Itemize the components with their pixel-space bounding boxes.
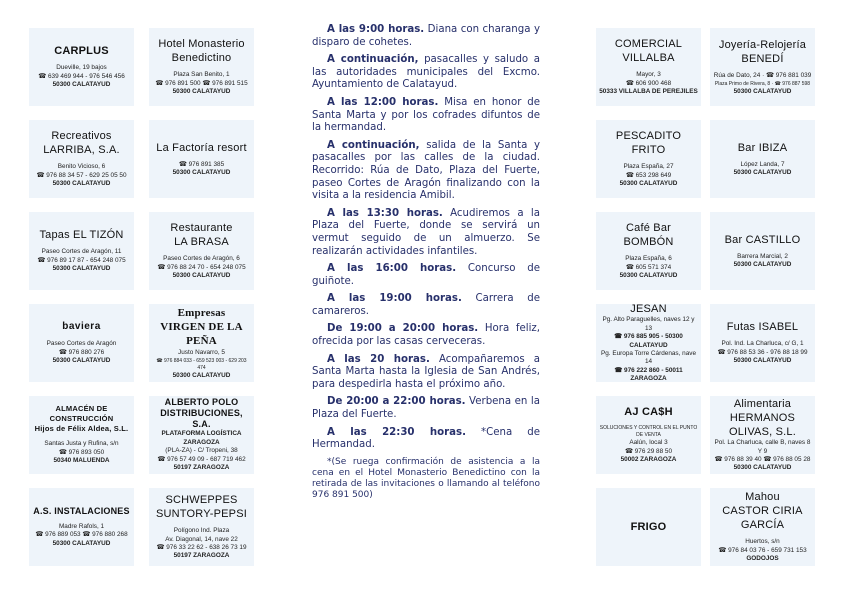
dinner-note: *(Se ruega confirmación de asistencia a la cena en el Hotel Monasterio Benedictino con la retirada de las invitaciones o llamando al teléfono 976 891 500): [312, 456, 540, 500]
sponsor-name: Tapas EL TIZÓN: [39, 229, 124, 242]
sponsor-info-line: 50197 ZARAGOZA: [173, 464, 230, 472]
sponsor-info-line: Santas Justa y Rufina, s/n: [44, 440, 119, 448]
sponsor-card-comercial-villalba: [596, 28, 701, 106]
sponsor-name: LARRIBA, S.A.: [43, 144, 120, 157]
sponsor-info-line: 50300 CALATAYUD: [172, 88, 231, 96]
program-item: [312, 323, 540, 348]
sponsor-info-line: GODOJOS: [746, 555, 779, 563]
sponsor-info-line: ☎ 976 884 033 - 659 523 003 - 629 203 474: [156, 357, 247, 371]
sponsor-info-line: Barrera Marcial, 2: [737, 252, 788, 260]
sponsor-name: Mahou: [745, 491, 780, 504]
sponsor-info-line: ☎ 976 29 88 50: [624, 447, 673, 455]
sponsor-name: Benedictino: [171, 52, 232, 65]
sponsor-info-line: ☎ 976 88 53 36 - 976 88 18 99: [717, 348, 808, 356]
sponsor-card-pescadito-frito: [596, 120, 701, 198]
sponsor-info-line: ☎ 976 33 22 62 - 638 26 73 19: [156, 544, 247, 551]
sponsor-name: BENEDÍ: [741, 53, 784, 66]
sponsor-info-line: Benito Vicioso, 6: [57, 163, 106, 171]
sponsor-info-line: ☎ 976 222 860 - 50011 ZARAGOZA: [614, 366, 683, 382]
sponsor-info-line: ☎ 976 88 34 57 - 629 25 05 50: [36, 171, 127, 179]
sponsor-card-jesan: [596, 304, 701, 382]
program-description: Carrera de camareros.: [312, 293, 540, 317]
sponsor-info-line: ☎ 976 891 500 ☎ 976 891 515: [155, 79, 248, 87]
sponsor-info-line: Polígono Ind. Plaza: [173, 527, 230, 535]
sponsor-info-line: 50300 CALATAYUD: [733, 464, 792, 472]
program-item: [312, 396, 540, 421]
sponsor-info-line: 50002 ZARAGOZA: [620, 456, 677, 464]
sponsor-info-line: 50333 VILLALBA DE PEREJILES: [599, 88, 698, 96]
sponsor-card-hotel-monasterio-benedictino: [149, 28, 254, 106]
sponsor-name: Bar IBIZA: [737, 141, 788, 154]
sponsor-info-line: Pg. Europa Torre Cárdenas, nave 14: [600, 350, 697, 366]
sponsor-info-line: López Landa, 7: [740, 160, 785, 168]
sponsor-name: Café Bar: [625, 222, 671, 235]
sponsor-info-line: ☎ 605 571 374: [625, 263, 672, 271]
sponsor-info-line: Paseo Cortes de Aragón, 6: [163, 255, 240, 263]
sponsor-info-line: ☎ 976 88 39 40 ☎ 976 88 05 28: [714, 456, 811, 463]
sponsor-info-line: 50300 CALATAYUD: [733, 357, 792, 365]
sponsor-info-line: Plaza San Benito, 1: [173, 71, 230, 79]
sponsor-name: Hijos de Félix Aldea, S.L.: [34, 424, 129, 434]
program-time: A las 9:00 horas.: [327, 24, 425, 35]
sponsor-name: A.S. INSTALACIONES: [33, 505, 130, 516]
sponsor-name: COMERCIAL: [614, 38, 683, 51]
program-item: [312, 140, 540, 203]
sponsor-info-line: ☎ 606 900 468: [625, 79, 672, 87]
sponsor-info-line: ☎ 976 89 17 87 - 654 248 075: [37, 256, 126, 264]
program-item: [312, 54, 540, 92]
sponsor-info-line: ☎ 976 57 49 09 - 687 719 462: [157, 455, 246, 463]
sponsor-name: Futas ISABEL: [726, 321, 799, 334]
sponsor-card-mahou-castor-ciria-garcia: [710, 488, 815, 566]
sponsor-card-carplus: [29, 28, 134, 106]
festival-program: [312, 24, 540, 501]
sponsor-name: VILLALBA: [622, 52, 675, 65]
program-description: *Cena de Hermandad.: [312, 426, 540, 451]
sponsor-info-line: 50300 CALATAYUD: [52, 357, 111, 365]
sponsor-name: JESAN: [630, 304, 667, 316]
sponsor-card-baviera: [29, 304, 134, 382]
sponsor-info-line: Aalún, local 3: [629, 439, 668, 447]
sponsor-info-line: ☎ 976 889 053 ☎ 976 880 268: [35, 531, 128, 539]
sponsor-name: Joyería-Relojería: [718, 39, 807, 52]
program-description: Diana con charanga y disparo de cohetes.: [312, 24, 540, 48]
program-time: De 19:00 a 20:00 horas.: [327, 323, 479, 335]
sponsor-info-line: Mayor, 3: [636, 71, 661, 79]
sponsor-card-schweppes-suntory-pepsi: [149, 488, 254, 566]
sponsor-info-line: 50300 CALATAYUD: [619, 272, 678, 280]
sponsor-info-line: 50300 CALATAYUD: [52, 180, 111, 188]
sponsor-info-line: Pol. La Charluca, calle B, naves 8 Y 9: [714, 439, 811, 455]
sponsor-info-line: Pol. Ind. La Charluca, c/ G, 1: [721, 340, 804, 348]
sponsor-info-line: 50300 CALATAYUD: [172, 272, 231, 280]
sponsor-card-recreativos-larriba-s-a: [29, 120, 134, 198]
sponsor-info-line: Huertos, s/n: [745, 538, 780, 546]
sponsor-info-line: Av. Diagonal, 14, nave 22: [165, 535, 238, 543]
program-item: [312, 263, 540, 288]
sponsor-name: SCHWEPPES: [165, 494, 238, 507]
program-item: [312, 427, 540, 452]
sponsor-card-futas-isabel: [710, 304, 815, 382]
sponsor-name: ALBERTO POLO: [164, 397, 239, 408]
sponsor-info-line: ☎ 976 88 24 70 - 654 248 075: [157, 263, 246, 271]
sponsor-card-aj-ca-h: [596, 396, 701, 474]
sponsor-info-line: Plaza España, 6: [625, 255, 672, 263]
sponsor-info-line: (PLA-ZA) - C/ Tropeni, 38: [165, 447, 238, 455]
sponsor-card-alimentaria-hermanos-olivas-s-l: [710, 396, 815, 474]
sponsor-name: FRIGO: [630, 521, 667, 533]
program-description: salida de la Santa y pasacalles por las calles de la ciudad. Recorrido: Rúa de Dato, Plaza del Fuerte, paseo Cortes de Aragón finalizando con la visita a la residencia Amibil.: [312, 139, 540, 202]
program-time: A las 19:00 horas.: [327, 293, 462, 305]
sponsor-card-cafe-bar-bombon: [596, 212, 701, 290]
sponsor-card-restaurante-la-brasa: [149, 212, 254, 290]
sponsor-info-line: 50300 CALATAYUD: [172, 169, 231, 176]
sponsor-card-la-factoria-resort: [149, 120, 254, 198]
program-time: A las 13:30 horas.: [327, 207, 443, 219]
sponsor-info-line: ☎ 976 893 050: [58, 448, 105, 456]
sponsor-info-line: 50300 CALATAYUD: [52, 539, 111, 547]
sponsor-info-line: 50300 CALATAYUD: [619, 180, 678, 188]
sponsor-info-line: Paseo Cortes de Aragón, 11: [41, 248, 122, 256]
program-description: Misa en honor de Santa Marta y por los cofrades difuntos de la hermandad.: [312, 96, 540, 134]
sponsor-info-line: 50300 CALATAYUD: [733, 261, 792, 268]
sponsor-name: CARPLUS: [54, 45, 109, 58]
sponsor-info-line: Justo Navarro, 5: [178, 349, 225, 357]
sponsor-name: BOMBÓN: [623, 236, 674, 249]
sponsor-info-line: ☎ 976 891 385: [178, 160, 225, 168]
sponsor-name: VIRGEN DE LA PEÑA: [160, 321, 243, 347]
sponsor-name: CASTOR CIRIA GARCÍA: [722, 505, 803, 532]
sponsor-card-bar-castillo: [710, 212, 815, 290]
sponsor-card-a-s-instalaciones: [29, 488, 134, 566]
sponsor-info-line: 50300 CALATAYUD: [172, 371, 231, 379]
sponsor-name: FRITO: [631, 144, 666, 157]
sponsor-card-tapas-el-tizon: [29, 212, 134, 290]
sponsor-info-line: Rúa de Dato, 24 · ☎ 976 881 039: [713, 72, 812, 80]
sponsor-info-line: 50300 CALATAYUD: [733, 169, 792, 176]
sponsor-name: DISTRIBUCIONES, S.A.: [160, 408, 243, 430]
sponsor-info-line: 50300 CALATAYUD: [52, 81, 111, 89]
program-time: De 20:00 a 22:00 horas.: [327, 396, 466, 408]
sponsor-name: Alimentaria: [733, 398, 792, 411]
program-description: Hora feliz, ofrecida por las casas cerveceras.: [312, 323, 540, 348]
sponsor-name: LA BRASA: [174, 236, 229, 249]
program-time: A las 20 horas.: [327, 353, 430, 365]
sponsor-name: Empresas: [177, 307, 226, 319]
sponsor-info-line: ☎ 976 84 03 76 - 659 731 153: [718, 546, 807, 554]
sponsor-info-line: 50197 ZARAGOZA: [173, 552, 230, 560]
program-time: A las 22:30 horas.: [327, 426, 466, 438]
program-time: A las 16:00 horas.: [327, 263, 457, 275]
sponsor-info-line: ☎ 639 469 944 - 976 546 456: [38, 72, 125, 80]
program-description: Concurso de guiñote.: [312, 263, 540, 287]
sponsor-name: HERMANOS OLIVAS, S.L.: [728, 412, 796, 439]
program-time: A las 12:00 horas.: [327, 96, 439, 108]
sponsor-info-line: Madre Rafols, 1: [58, 522, 105, 530]
sponsor-name: ALMACÉN DE CONSTRUCCIÓN: [49, 404, 114, 424]
sponsor-name: Restaurante: [170, 222, 233, 235]
program-description: pasacalles y saludo a las autoridades municipales del Excmo. Ayuntamiento de Calatayud.: [312, 54, 540, 91]
sponsor-name: Hotel Monasterio: [158, 38, 245, 51]
sponsor-name: La Factoría resort: [156, 141, 247, 154]
sponsor-name: Bar CASTILLO: [724, 233, 801, 246]
program-time: A continuación,: [327, 54, 419, 66]
sponsor-info-line: 50340 MALUENDA: [53, 457, 110, 465]
program-item: [312, 208, 540, 258]
sponsor-info-line: Plaza Primo de Rivera, 8 · ☎ 976 887 598: [714, 80, 811, 87]
sponsor-name: SUNTORY-PEPSI: [155, 508, 248, 521]
sponsor-card-bar-ibiza: [710, 120, 815, 198]
sponsor-info-line: SOLUCIONES Y CONTROL EN EL PUNTO DE VENTA: [599, 425, 698, 439]
sponsor-card-alberto-polo-distribuciones-s-a: [149, 396, 254, 474]
program-item: [312, 97, 540, 135]
program-list: [312, 24, 540, 452]
sponsor-info-line: PLATAFORMA LOGÍSTICA ZARAGOZA: [161, 430, 242, 446]
sponsor-info-line: ☎ 976 885 905 - 50300 CALATAYUD: [614, 333, 683, 349]
sponsor-card-almacen-de-construccion-hijos-de-felix-aldea-s-l: [29, 396, 134, 474]
sponsor-name: baviera: [62, 321, 101, 333]
program-item: [312, 354, 540, 392]
program-item: [312, 24, 540, 49]
sponsor-card-empresas-virgen-de-la-pena: [149, 304, 254, 382]
sponsor-name: AJ CA$H: [624, 406, 673, 419]
program-item: [312, 293, 540, 318]
sponsor-info-line: ☎ 653 298 649: [625, 171, 672, 179]
program-description: Acompañaremos a Santa Marta hasta la Iglesia de San Andrés, para despedirla hasta el próximo año.: [312, 353, 541, 390]
sponsor-info-line: Dueville, 19 bajos: [56, 64, 107, 72]
sponsor-info-line: Paseo Cortes de Aragón: [46, 340, 117, 348]
sponsor-info-line: Plaza España, 27: [623, 163, 674, 171]
program-description: Acudiremos a la Plaza del Fuerte, donde se servirá un vermut seguido de un almuerzo. Se realizarán actividades infantiles.: [312, 207, 540, 257]
sponsor-card-joyeria-relojeria-benedi: [710, 28, 815, 106]
sponsor-info-line: Pg. Alto Paraguelles, naves 12 y 13: [602, 316, 695, 332]
sponsor-name: PESCADITO: [615, 130, 682, 143]
sponsor-info-line: 50300 CALATAYUD: [52, 265, 111, 273]
sponsor-info-line: 50300 CALATAYUD: [733, 87, 792, 95]
program-time: A continuación,: [327, 139, 420, 151]
sponsor-info-line: ☎ 976 880 276: [58, 348, 105, 356]
sponsor-name: Recreativos: [51, 130, 112, 143]
program-description: Verbena en la Plaza del Fuerte.: [312, 396, 540, 421]
sponsor-card-frigo: [596, 488, 701, 566]
